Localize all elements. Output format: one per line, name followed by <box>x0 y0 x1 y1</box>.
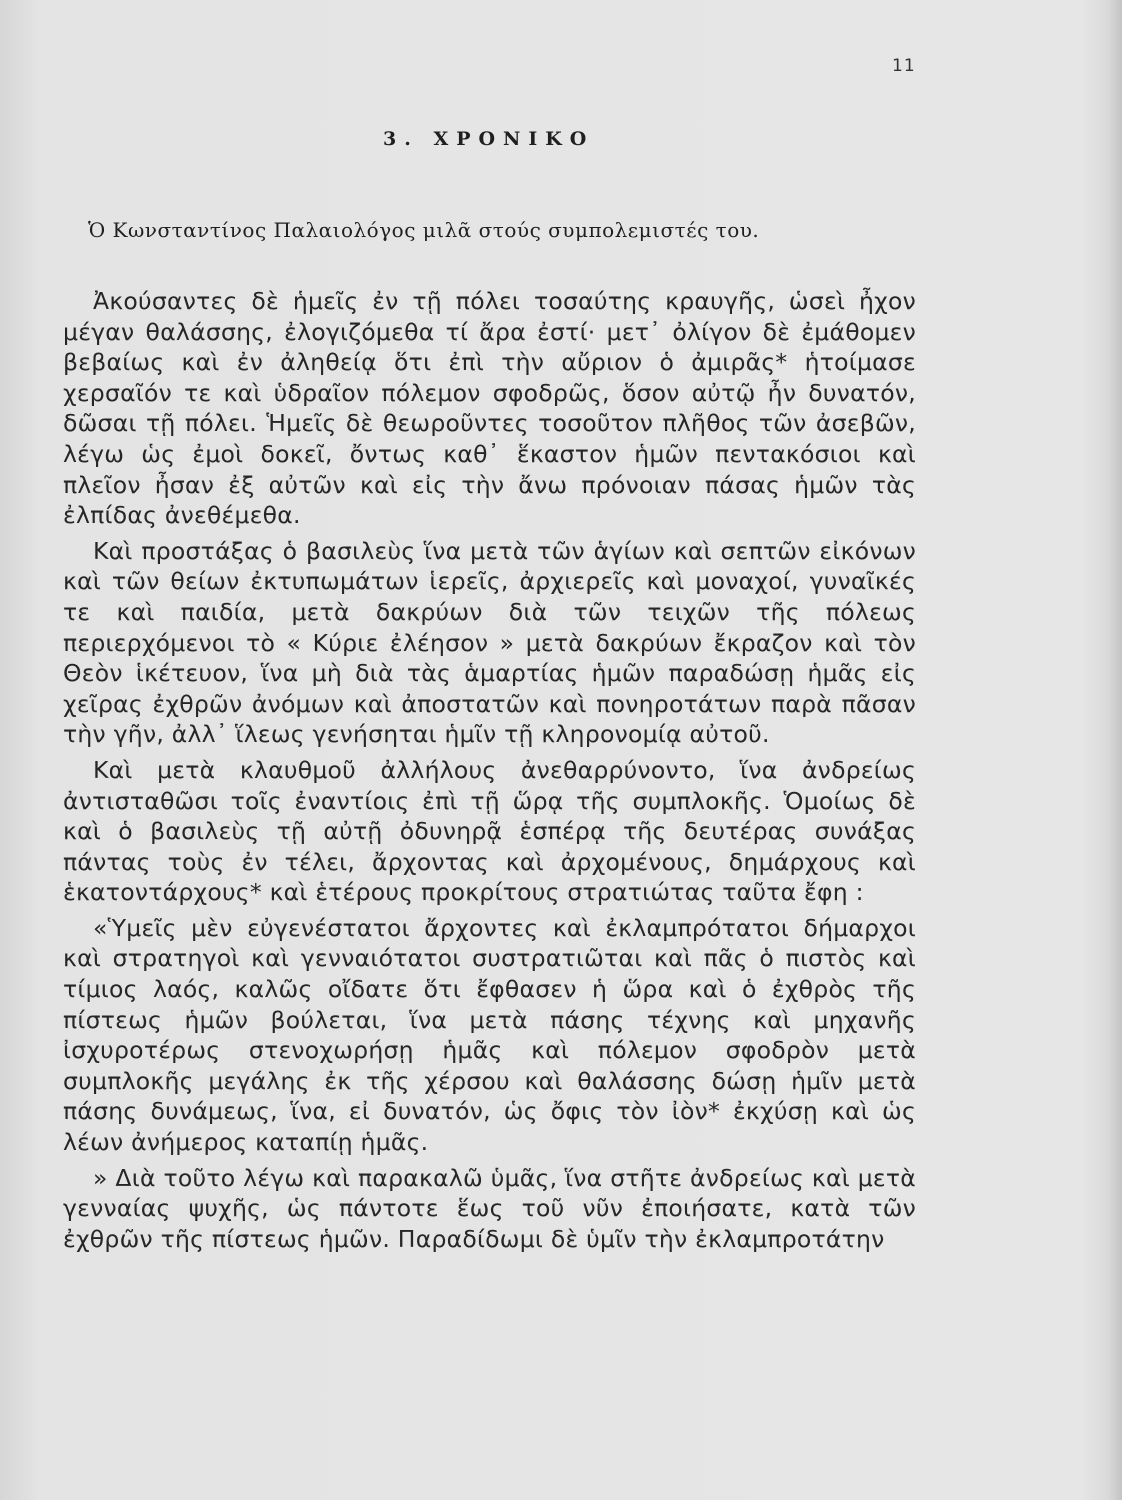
body-text <box>63 286 916 1254</box>
page-number: 11 <box>892 56 916 76</box>
page-edge-shadow <box>1108 0 1122 1500</box>
section-subtitle: Ὁ Κωνσταντίνος Παλαιολόγος μιλᾶ στούς συμπολεμιστές του. <box>88 218 760 242</box>
paragraph: » Διὰ τοῦτο λέγω καὶ παρακαλῶ ὑμᾶς, ἵνα στῆτε ἀνδρείως καὶ μετὰ γενναίας ψυχῆς, ὡς πάντοτε ἕως τοῦ νῦν ἐποιήσατε, κατὰ τῶν ἐχθρῶν τῆς πίστεως ἡμῶν. Παραδίδωμι δὲ ὑμῖν τὴν ἐκλαμπροτάτην <box>63 1163 916 1253</box>
chapter-title: 3. ΧΡΟΝΙΚΟ <box>383 128 595 150</box>
paragraph: «Ὑμεῖς μὲν εὐγενέστατοι ἄρχοντες καὶ ἐκλαμπρότατοι δήμαρχοι καὶ στρατηγοὶ καὶ γενναιότατοι συστρατιῶται καὶ πᾶς ὁ πιστὸς καὶ τίμιος λαός, καλῶς οἴδατε ὅτι ἔφθασεν ἡ ὥρα καὶ ὁ ἐχθρὸς τῆς πίστεως ἡμῶν βούλεται, ἵνα μετὰ πάσης τέχνης καὶ μηχανῆς ἰσχυροτέρως στενοχωρήσῃ ἡμᾶς καὶ πόλεμον σφοδρὸν μετὰ συμπλοκῆς μεγάλης ἐκ τῆς χέρσου καὶ θαλάσσης δώσῃ ἡμῖν μετὰ πάσης δυνάμεως, ἵνα, εἰ δυνατόν, ὡς ὄφις τὸν ἰὸν* ἐκχύσῃ καὶ ὡς λέων ἀνήμερος καταπίῃ ἡμᾶς. <box>63 913 916 1157</box>
paragraph: Ἀκούσαντες δὲ ἡμεῖς ἐν τῇ πόλει τοσαύτης κραυγῆς, ὡσεὶ ἦχον μέγαν θαλάσσης, ἐλογιζόμεθα τί ἄρα ἐστί· μετ᾽ ὀλίγον δὲ ἐμάθομεν βεβαίως καὶ ἐν ἀληθείᾳ ὅτι ἐπὶ τὴν αὔριον ὁ ἀμιρᾶς* ἡτοίμασε χερσαῖόν τε καὶ ὑδραῖον πόλεμον σφοδρῶς, ὅσον αὐτῷ ἦν δυνατόν, δῶσαι τῇ πόλει. Ἡμεῖς δὲ θεωροῦντες τοσοῦτον πλῆθος τῶν ἀσεβῶν, λέγω ὡς ἐμοὶ δοκεῖ, ὄντως καθ᾽ ἕκαστον ἡμῶν πεντακόσιοι καὶ πλεῖον ἦσαν ἐξ αὐτῶν καὶ εἰς τὴν ἄνω πρόνοιαν πάσας ἡμῶν τὰς ἐλπίδας ἀνεθέμεθα. <box>63 287 916 530</box>
paragraph: Καὶ προστάξας ὁ βασιλεὺς ἵνα μετὰ τῶν ἁγίων καὶ σεπτῶν εἰκόνων καὶ τῶν θείων ἐκτυπωμάτων ἱερεῖς, ἀρχιερεῖς καὶ μοναχοί, γυναῖκές τε καὶ παιδία, μετὰ δακρύων διὰ τῶν τειχῶν τῆς πόλεως περιερχόμενοι τὸ « Κύριε ἐλέησον » μετὰ δακρύων ἔκραζον καὶ τὸν Θεὸν ἱκέτευον, ἵνα μὴ διὰ τὰς ἁμαρτίας ἡμῶν παραδώσῃ ἡμᾶς εἰς χεῖρας ἐχθρῶν ἀνόμων καὶ ἀποστατῶν καὶ πονηροτάτων παρὰ πᾶσαν τὴν γῆν, ἀλλ᾽ ἵλεως γενήσηται ἡμῖν τῇ κληρονομίᾳ αὐτοῦ. <box>63 536 916 749</box>
paragraph: Καὶ μετὰ κλαυθμοῦ ἀλλήλους ἀνεθαρρύνοντο, ἵνα ἀνδρείως ἀντισταθῶσι τοῖς ἐναντίοις ἐπὶ τῇ ὥρᾳ τῆς συμπλοκῆς. Ὁμοίως δὲ καὶ ὁ βασιλεὺς τῇ αὐτῇ ὀδυνηρᾷ ἑσπέρᾳ τῆς δευτέρας συνάξας πάντας τοὺς ἐν τέλει, ἄρχοντας καὶ ἀρχομένους, δημάρχους καὶ ἑκατοντάρχους* καὶ ἑτέρους προκρίτους στρατιώτας ταῦτα ἔφη : <box>63 755 916 907</box>
